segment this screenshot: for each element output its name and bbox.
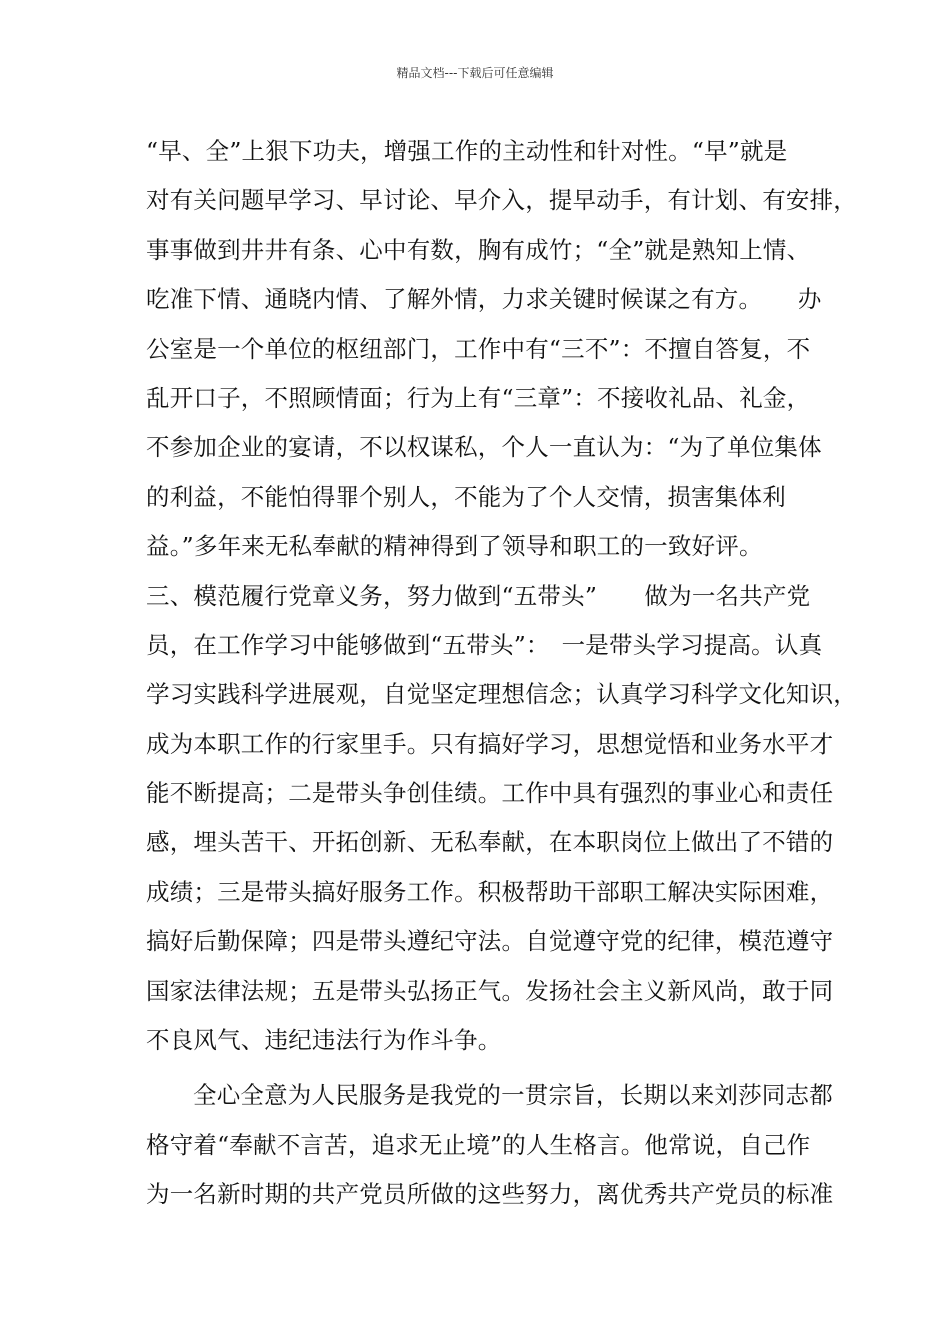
text-line: 员，在工作学习中能够做到“五带头”： 一是带头学习提高。认真 <box>146 630 823 659</box>
paragraph-first-line: 全心全意为人民服务是我党的一贯宗旨，长期以来刘莎同志都 <box>193 1081 833 1110</box>
text-line: 国家法律法规；五是带头弘扬正气。发扬社会主义新风尚，敢于同 <box>146 976 834 1005</box>
text-line: 成为本职工作的行家里手。只有搞好学习，思想觉悟和业务水平才 <box>146 729 834 758</box>
text-line: 感，埋头苦干、开拓创新、无私奉献，在本职岗位上做出了不错的 <box>146 828 834 857</box>
text-line: 不良风气、违纪违法行为作斗争。 <box>146 1026 502 1055</box>
text-line: 学习实践科学进展观，自觉坚定理想信念；认真学习科学文化知识， <box>146 680 857 709</box>
text-line: 的利益，不能怕得罪个别人，不能为了个人交情，损害集体利 <box>146 482 786 511</box>
text-line: 益。”多年来无私奉献的精神得到了领导和职工的一致好评。 <box>146 532 763 561</box>
text-line: 能不断提高；二是带头争创佳绩。工作中具有强烈的事业心和责任 <box>146 779 834 808</box>
text-line: 吃准下情、通晓内情、了解外情，力求关键时候谋之有方。 办 <box>146 285 822 314</box>
text-line: 对有关问题早学习、早讨论、早介入，提早动手，有计划、有安排， <box>146 186 857 215</box>
text-line: 格守着“奉献不言苦，追求无止境”的人生格言。他常说，自己作 <box>146 1130 811 1159</box>
page-header: 精品文档---下载后可任意编辑 <box>396 66 554 80</box>
text-line: 不参加企业的宴请，不以权谋私，个人一直认为：“为了单位集体 <box>146 433 822 462</box>
text-line: 事事做到井井有条、心中有数，胸有成竹；“全”就是熟知上情、 <box>146 235 811 264</box>
section-heading-line: 三、模范履行党章义务，努力做到“五带头” 做为一名共产党 <box>146 581 811 610</box>
document-body <box>146 131 857 1224</box>
text-line: 公室是一个单位的枢纽部门，工作中有“三不”：不擅自答复，不 <box>146 334 811 363</box>
text-line: 搞好后勤保障；四是带头遵纪守法。自觉遵守党的纪律，模范遵守 <box>146 927 834 956</box>
text-line: 成绩；三是带头搞好服务工作。积极帮助干部职工解决实际困难， <box>146 877 834 906</box>
text-line: 为一名新时期的共产党员所做的这些努力，离优秀共产党员的标准 <box>146 1180 834 1209</box>
text-line: “早、全”上狠下功夫，增强工作的主动性和针对性。“早”就是 <box>146 137 788 165</box>
text-line: 乱开口子，不照顾情面；行为上有“三章”：不接收礼品、礼金， <box>146 383 811 412</box>
